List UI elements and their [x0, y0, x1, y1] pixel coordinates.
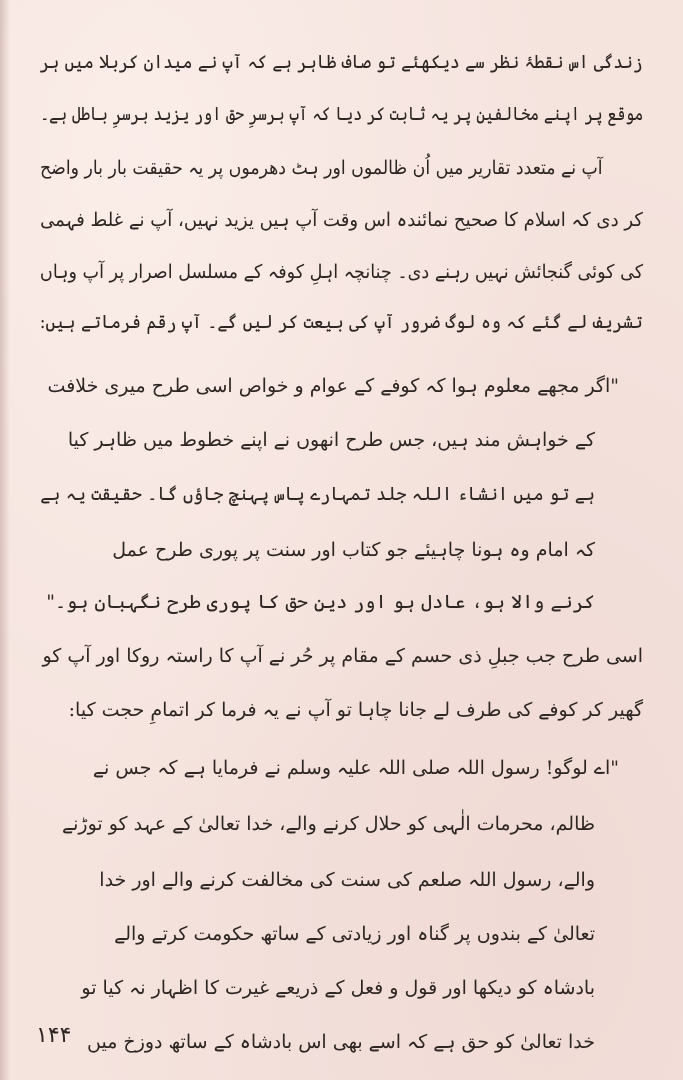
- text-line: گھیر کر کوفے کی طرف لے جانا چاہا تو آپ نے یہ فرما کر اتمامِ حجت کیا:: [68, 699, 643, 721]
- page-gutter-shadow: [0, 0, 10, 1080]
- text-line: آپ نے متعدد تقاریر میں اُن ظالموں اور ہٹ دھرموں پر یہ حقیقت بار بار واضح: [40, 157, 603, 179]
- text-line: تشریف لے گئے کہ وہ لوگ ضرور آپ کی بیعت کر لیں گے۔ آپ رقم فرماتے ہیں:: [39, 311, 643, 333]
- quote-line: ظالم، محرمات الٰہی کو حلال کرنے والے، خدا تعالیٰ کے عہد کو توڑنے: [61, 813, 595, 835]
- quote-line: بادشاہ کو دیکھا اور قول و فعل کے ذریعے غیرت کا اظہار نہ کیا تو: [81, 977, 595, 999]
- quote-line: "اے لوگو! رسول اللہ صلی اللہ علیہ وسلم نے فرمایا ہے کہ جس نے: [92, 757, 619, 779]
- quote-line: کہ امام وہ ہونا چاہیئے جو کتاب اور سنت پر پوری طرح عمل: [112, 539, 595, 561]
- text-line: موقع پر اپنے مخالفین پر یہ ثابت کر دیا کہ آپ برسرِ حق اور یزید برسرِ باطل ہے۔: [39, 103, 643, 125]
- quote-line: کرنے والا ہو، عادل ہو اور دینِ حق کا پوری طرح نگہبان ہو۔": [46, 591, 595, 613]
- quote-line: ہے تو میں انشاء اللہ جلد تمہارے پاس پہنچ جاؤں گا۔ حقیقت یہ ہے: [40, 483, 595, 505]
- quote-line: "اگر مجھے معلوم ہوا کہ کوفے کے عوام و خواص اسی طرح میری خلافت: [47, 375, 619, 397]
- text-line: کر دی کہ اسلام کا صحیح نمائندہ اس وقت آپ ہیں یزید نہیں، آپ نے غلط فہمی: [40, 209, 643, 231]
- text-line: کی کوئی گنجائش نہیں رہنے دی۔ چنانچہ اہلِ کوفہ کے مسلسل اصرار پر آپ وہاں: [39, 261, 643, 283]
- quote-line: تعالیٰ کے بندوں پر گناہ اور زیادتی کے ساتھ حکومت کرتے والے: [114, 923, 595, 945]
- text-line: زندگی اس نقطۂ نظر سے دیکھئے تو صاف ظاہر ہے کہ آپ نے میدان کربلا میں ہر: [40, 51, 643, 73]
- quote-line: کے خواہش مند ہیں، جس طرح انھوں نے اپنے خطوط میں ظاہر کیا: [67, 429, 595, 451]
- quote-line: والے، رسول اللہ صلعم کی سنت کی مخالفت کرنے والے اور خدا: [99, 869, 595, 891]
- quote-line: خدا تعالیٰ کو حق ہے کہ اسے بھی اس بادشاہ کے ساتھ دوزخ میں: [87, 1031, 595, 1053]
- text-line: اسی طرح جب جبلِ ذی حسم کے مقام پر حُر نے آپ کا راستہ روکا اور آپ کو: [42, 645, 643, 667]
- page-number: ۱۴۴: [36, 1023, 72, 1048]
